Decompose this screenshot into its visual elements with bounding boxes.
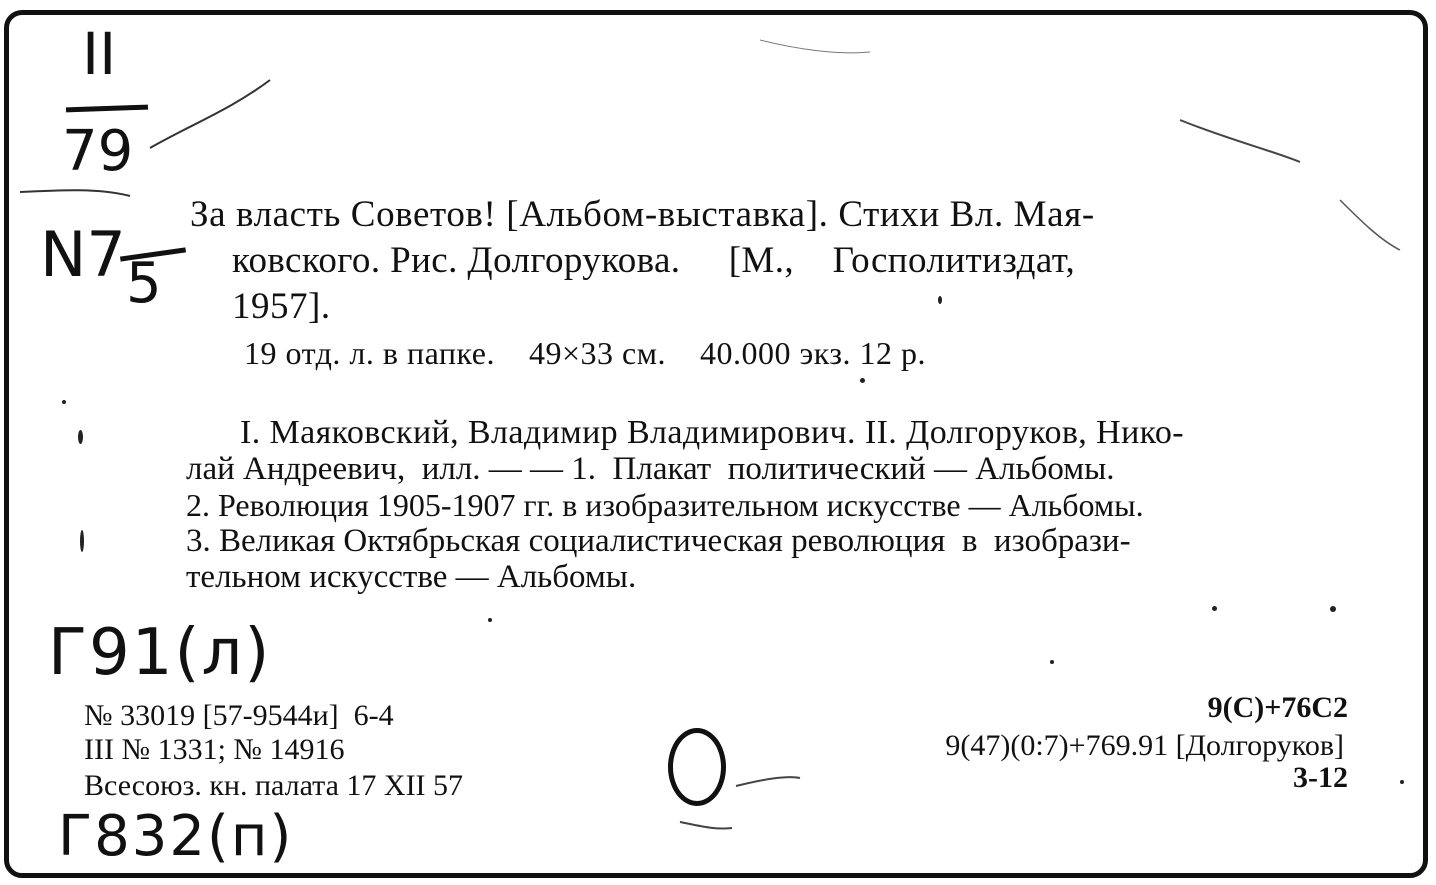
- scan-speck: [1400, 780, 1404, 784]
- scan-speck: [1212, 606, 1217, 611]
- tracing-line-4: 3. Великая Октябрьская социалистическая революция в изобрази-: [186, 523, 1131, 559]
- tracing-line-3: 2. Революция 1905-1907 гг. в изобразительном искусстве — Альбомы.: [186, 487, 1144, 523]
- footer-left-line-1: № 33019 [57-9544и] 6-4: [84, 699, 394, 732]
- footer-left-line-2: III № 1331; № 14916: [84, 733, 345, 766]
- shelf-mark-top: II: [82, 20, 117, 88]
- entry-title-line-3: 1957].: [232, 286, 331, 327]
- handwritten-number: N7: [40, 218, 126, 291]
- entry-title-line-2: ковского. Рис. Долгорукова. [М., Госполитиздат,: [232, 240, 1076, 281]
- footer-right-line-3: 3-12: [1293, 761, 1348, 794]
- scan-speck: [80, 530, 84, 552]
- entry-collation: 19 отд. л. в папке. 49×33 см. 40.000 экз. 12 р.: [244, 335, 926, 371]
- handwritten-code-a: Г91(л): [48, 616, 272, 690]
- shelf-mark-bottom: 79: [62, 119, 134, 184]
- scan-speck: [488, 618, 492, 622]
- scan-speck: [1330, 606, 1336, 612]
- footer-left-line-3: Всесоюз. кн. палата 17 XII 57: [84, 769, 464, 802]
- scan-speck: [860, 378, 865, 383]
- handwritten-number-sub: 5: [126, 251, 162, 316]
- scan-speck: [62, 400, 66, 404]
- handwritten-code-b: Г832(п): [58, 804, 294, 869]
- scan-speck: [1050, 660, 1054, 664]
- tracing-line-5: тельном искусстве — Альбомы.: [186, 559, 637, 595]
- entry-title-line-1: За власть Советов! [Альбом-выставка]. Стихи Вл. Мая-: [190, 194, 1095, 235]
- scan-speck: [78, 430, 83, 444]
- tracing-line-2: лай Андреевич, илл. — — 1. Плакат политический — Альбомы.: [186, 451, 1115, 487]
- footer-right-line-1: 9(С)+76С2: [1207, 691, 1348, 724]
- footer-right-line-2: 9(47)(0:7)+769.91 [Долгоруков]: [945, 729, 1344, 762]
- tracing-line-1: I. Маяковский, Владимир Владимирович. II. Долгоруков, Нико-: [240, 414, 1184, 451]
- scan-speck: [938, 296, 942, 304]
